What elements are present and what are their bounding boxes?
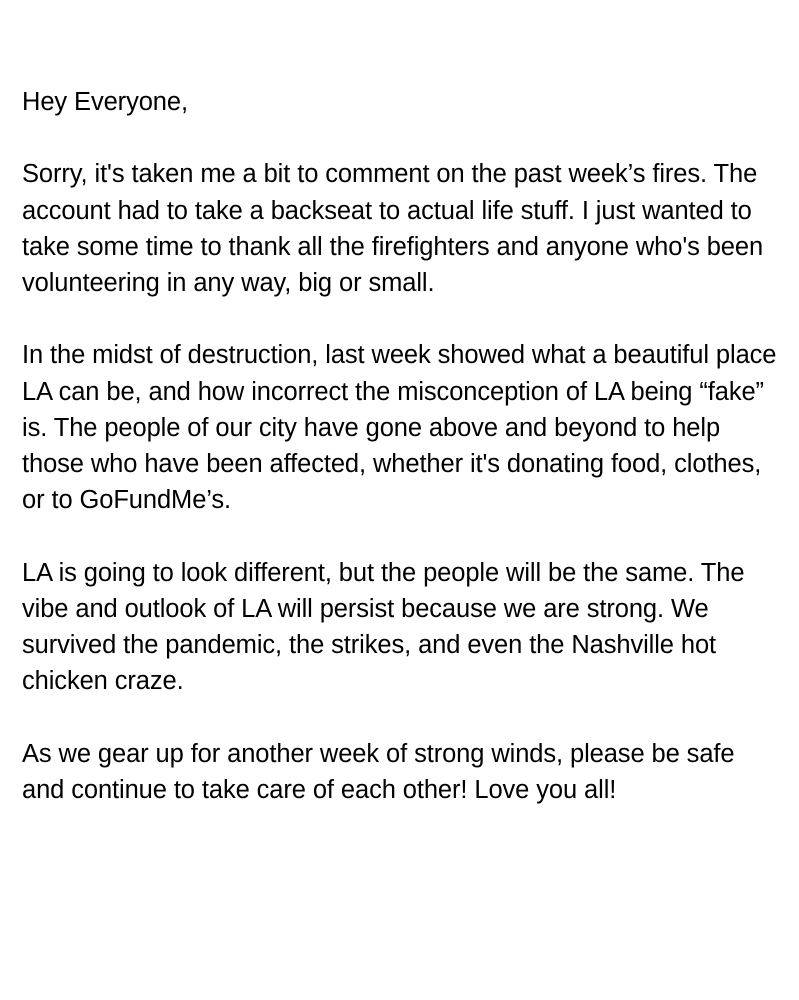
letter-body [22, 84, 782, 808]
letter-paragraph-4: As we gear up for another week of strong winds, please be safe and continue to take care of each other! Love you all! [22, 739, 735, 804]
letter-paragraph-2: In the midst of destruction, last week showed what a beautiful place LA can be, and how incorrect the misconception of LA being “fake” is. The people of our city have gone above and beyond to help those who have been affected, whether it's donating food, clothes, or to GoFundMe’s. [22, 341, 777, 515]
letter-paragraph-1: Sorry, it's taken me a bit to comment on the past week’s fires. The account had to take a backseat to actual life stuff. I just wanted to take some time to thank all the firefighters and anyone who's been volunteering in any way, big or small. [22, 160, 764, 297]
letter-paragraph-3: LA is going to look different, but the people will be the same. The vibe and outlook of LA will persist because we are strong. We survived the pandemic, the strikes, and even the Nashville hot chicken craze. [22, 558, 745, 696]
letter-greeting: Hey Everyone, [22, 88, 188, 116]
